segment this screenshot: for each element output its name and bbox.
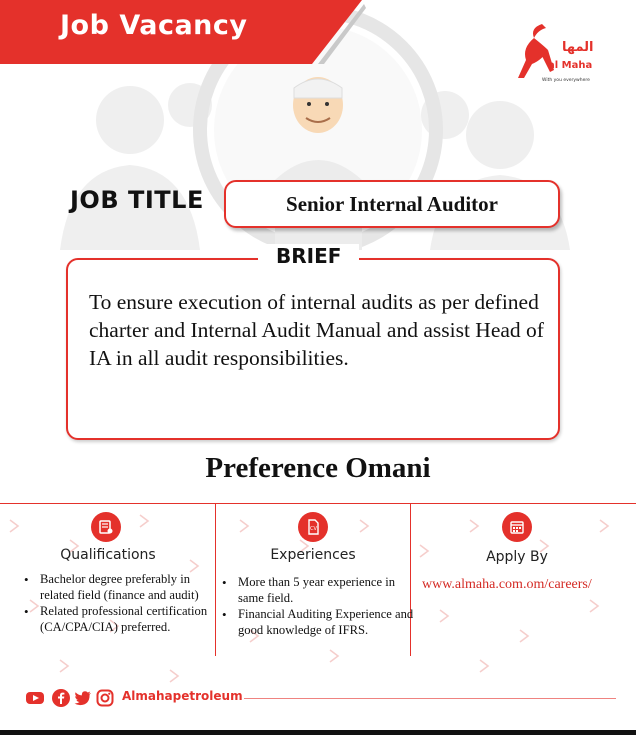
- experiences-heading: Experiences: [270, 547, 356, 563]
- page-title: Job Vacancy: [60, 10, 248, 41]
- cv-document-icon: [298, 512, 328, 542]
- list-item: • Related professional certification (CA/CPA/CIA) preferred.: [24, 604, 214, 635]
- apply-by-heading: Apply By: [486, 549, 548, 565]
- logo-arabic-name: المها: [562, 40, 594, 55]
- gazelle-logo-icon: [512, 20, 556, 80]
- experiences-list: [222, 575, 414, 639]
- footer-divider: [244, 698, 616, 699]
- social-handle[interactable]: Almahapetroleum: [122, 689, 243, 703]
- al-maha-logo: [512, 20, 612, 90]
- instagram-icon[interactable]: [96, 689, 114, 707]
- logo-english-name: al Maha: [548, 60, 593, 71]
- job-title-value: Senior Internal Auditor: [286, 191, 498, 216]
- column-divider: [215, 504, 216, 656]
- certificate-icon: [91, 512, 121, 542]
- list-item: • Financial Auditing Experience and good knowledge of IFRS.: [222, 607, 414, 638]
- job-title-label: JOB TITLE: [70, 186, 204, 214]
- brief-text: To ensure execution of internal audits as per defined charter and Internal Audit Manual and assist Head of IA in all audit responsibilities.: [89, 290, 544, 370]
- twitter-icon[interactable]: [74, 689, 92, 707]
- careers-link[interactable]: www.almaha.com.om/careers/: [422, 577, 592, 592]
- preference-text: Preference Omani: [205, 452, 431, 484]
- logo-tagline: With you everywhere: [542, 78, 590, 83]
- qualifications-list: [24, 572, 214, 636]
- brief-label: BRIEF: [258, 244, 359, 268]
- facebook-icon[interactable]: [52, 689, 70, 707]
- youtube-icon[interactable]: [26, 689, 44, 707]
- svg-text:CV: CV: [310, 526, 317, 532]
- calendar-icon: [502, 512, 532, 542]
- list-item: • Bachelor degree preferably in related field (finance and audit): [24, 572, 214, 603]
- job-title-box: [224, 180, 560, 228]
- bottom-bar: [0, 730, 636, 735]
- section-top-border: [0, 503, 636, 504]
- qualifications-heading: Qualifications: [60, 547, 156, 563]
- list-item: • More than 5 year experience in same field.: [222, 575, 414, 606]
